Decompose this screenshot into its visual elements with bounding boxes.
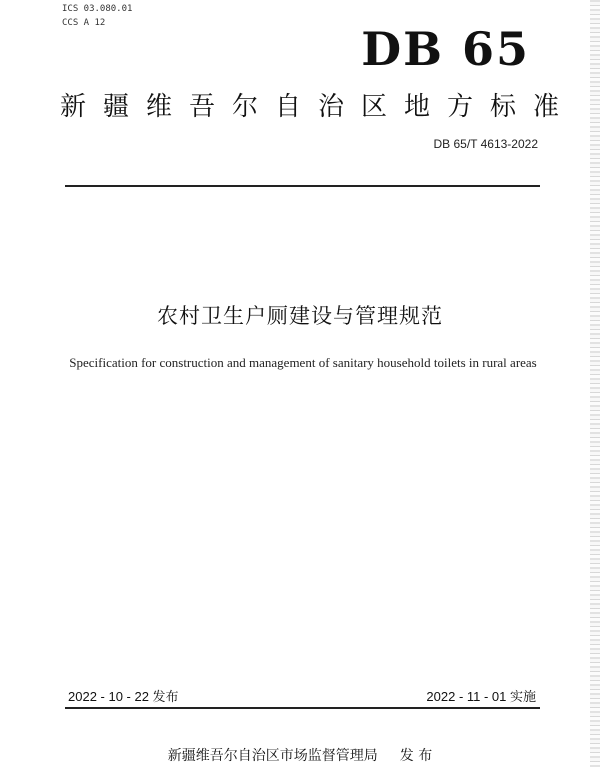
issuer-standard-type: 新疆维吾尔自治区地方标准 <box>60 92 577 122</box>
ccs-code: CCS A 12 <box>62 18 106 28</box>
publisher-line <box>0 745 600 765</box>
scan-edge-texture <box>590 0 600 767</box>
publisher-action: 发 布 <box>399 748 433 764</box>
publisher-name: 新疆维吾尔自治区市场监督管理局 <box>167 748 378 764</box>
title-english: Specification for construction and management of sanitary household toilets in rural areas <box>69 355 537 370</box>
classification-codes <box>62 2 132 30</box>
implementation-date: 2022 - 11 - 01 实施 <box>426 689 536 704</box>
standard-number: DB 65/T 4613-2022 <box>433 137 538 151</box>
issue-date: 2022 - 10 - 22 发布 <box>68 689 179 704</box>
title-chinese: 农村卫生户厕建设与管理规范 <box>157 304 443 328</box>
db-logo: DB 65 <box>361 22 530 76</box>
ics-code: ICS 03.080.01 <box>62 4 133 14</box>
header-divider <box>65 185 540 187</box>
footer-divider <box>65 707 540 709</box>
